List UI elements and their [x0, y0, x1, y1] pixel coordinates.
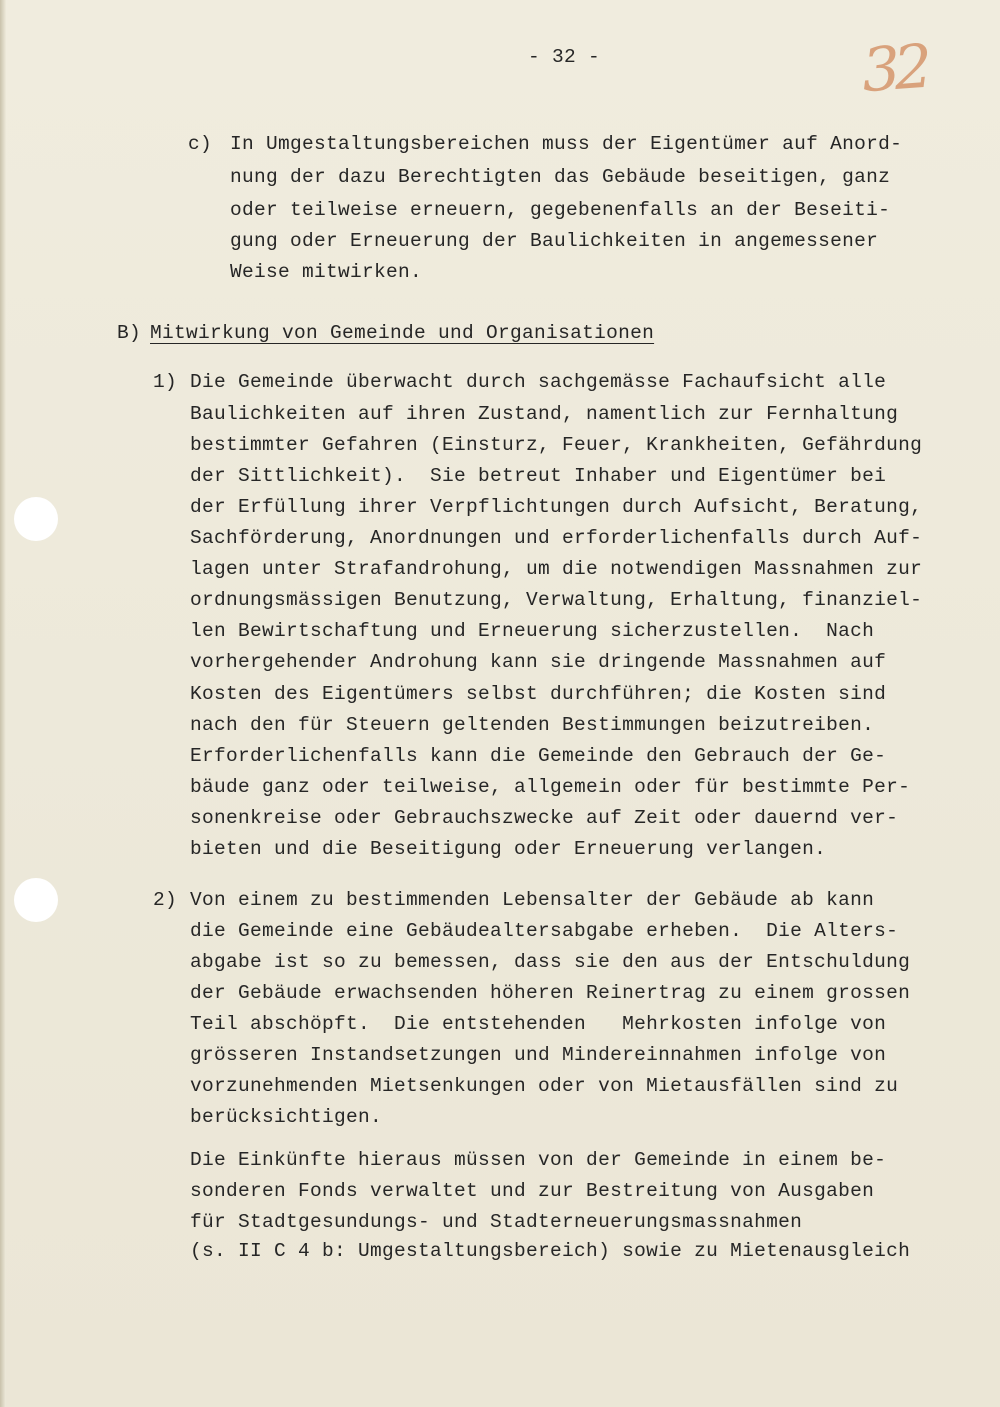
punch-hole	[14, 497, 58, 541]
page-number: - 32 -	[528, 46, 601, 68]
item-1-line: Erforderlichenfalls kann die Gemeinde den Gebrauch der Ge-	[190, 745, 887, 767]
item-2-line: der Gebäude erwachsenden höheren Reinertrag zu einem grossen	[190, 982, 911, 1004]
item-1-line: lagen unter Strafandrohung, um die notwendigen Massnahmen zur	[190, 558, 923, 580]
item-1-line: bäude ganz oder teilweise, allgemein oder für bestimmte Per-	[190, 776, 911, 798]
section-c-line: oder teilweise erneuern, gegebenenfalls an der Beseiti-	[230, 199, 891, 221]
section-c-line: nung der dazu Berechtigten das Gebäude beseitigen, ganz	[230, 166, 891, 188]
item-2-paragraph-line: für Stadtgesundungs- und Stadterneuerungsmassnahmen	[190, 1211, 803, 1233]
item-2-line: grösseren Instandsetzungen und Mindereinnahmen infolge von	[190, 1044, 887, 1066]
item-1-line: nach den für Steuern geltenden Bestimmungen beizutreiben.	[190, 714, 875, 736]
item-1-line: bieten und die Beseitigung oder Erneuerung verlangen.	[190, 838, 827, 860]
item-1-line: Kosten des Eigentümers selbst durchführen; die Kosten sind	[190, 683, 887, 705]
paper-edge	[0, 0, 6, 1407]
item-2-paragraph-line: Die Einkünfte hieraus müssen von der Gemeinde in einem be-	[190, 1149, 887, 1171]
item-2-line: Teil abschöpft. Die entstehenden Mehrkosten infolge von	[190, 1013, 887, 1035]
item-1-line: Baulichkeiten auf ihren Zustand, namentlich zur Fernhaltung	[190, 403, 899, 425]
item-2-line: Von einem zu bestimmenden Lebensalter der Gebäude ab kann	[190, 889, 875, 911]
item-1-line: bestimmter Gefahren (Einsturz, Feuer, Krankheiten, Gefährdung	[190, 434, 923, 456]
handwritten-page-number: 32	[859, 31, 929, 107]
item-1-line: der Erfüllung ihrer Verpflichtungen durch Aufsicht, Beratung,	[190, 496, 923, 518]
item-2-paragraph-line: (s. II C 4 b: Umgestaltungsbereich) sowie zu Mietenausgleich	[190, 1240, 911, 1262]
section-c-marker: c)	[188, 133, 213, 155]
item-2-line: vorzunehmenden Mietsenkungen oder von Mietausfällen sind zu	[190, 1075, 899, 1097]
item-2-marker: 2)	[153, 889, 178, 911]
section-b-heading: Mitwirkung von Gemeinde und Organisationen	[150, 322, 655, 344]
item-1-line: der Sittlichkeit). Sie betreut Inhaber und Eigentümer bei	[190, 465, 887, 487]
item-1-line: Sachförderung, Anordnungen und erforderlichenfalls durch Auf-	[190, 527, 923, 549]
section-c-line: In Umgestaltungsbereichen muss der Eigentümer auf Anord-	[230, 133, 903, 155]
item-1-line: ordnungsmässigen Benutzung, Verwaltung, Erhaltung, finanziel-	[190, 589, 923, 611]
item-1-line: sonenkreise oder Gebrauchszwecke auf Zeit oder dauernd ver-	[190, 807, 899, 829]
item-2-line: abgabe ist so zu bemessen, dass sie den aus der Entschuldung	[190, 951, 911, 973]
item-2-line: die Gemeinde eine Gebäudealtersabgabe erheben. Die Alters-	[190, 920, 899, 942]
section-c-line: gung oder Erneuerung der Baulichkeiten in angemessener	[230, 230, 879, 252]
section-b-marker: B)	[117, 322, 142, 344]
item-1-line: len Bewirtschaftung und Erneuerung sicherzustellen. Nach	[190, 620, 875, 642]
punch-hole	[14, 878, 58, 922]
item-2-paragraph-line: sonderen Fonds verwaltet und zur Bestreitung von Ausgaben	[190, 1180, 875, 1202]
item-2-line: berücksichtigen.	[190, 1106, 383, 1128]
section-c-line: Weise mitwirken.	[230, 261, 423, 283]
item-1-marker: 1)	[153, 371, 178, 393]
item-1-line: Die Gemeinde überwacht durch sachgemässe Fachaufsicht alle	[190, 371, 887, 393]
item-1-line: vorhergehender Androhung kann sie dringende Massnahmen auf	[190, 651, 887, 673]
